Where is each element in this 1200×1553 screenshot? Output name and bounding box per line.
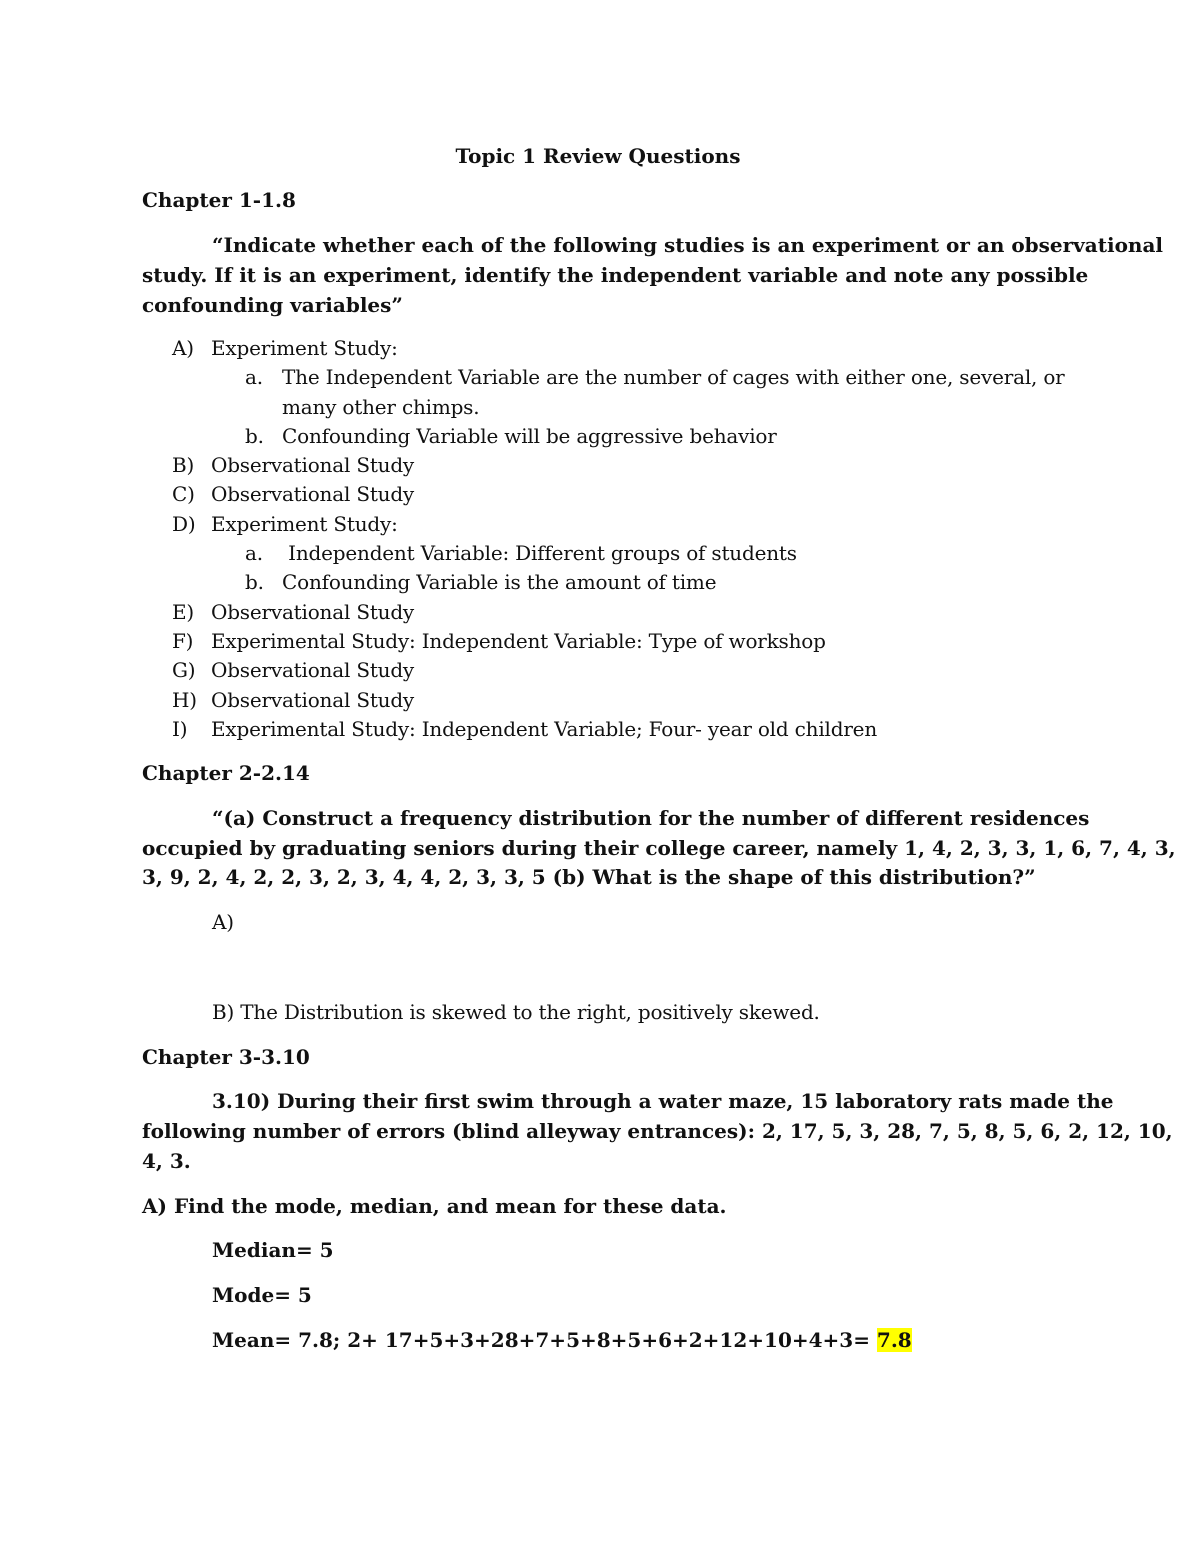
list-item: A) Experiment Study: (172, 336, 398, 360)
chapter-1-heading: Chapter 1-1.8 (142, 188, 296, 212)
list-item: B) Observational Study (172, 453, 415, 478)
mode-answer: Mode= 5 (212, 1283, 312, 1307)
chapter-3-heading: Chapter 3-3.10 (142, 1045, 310, 1069)
mean-calculation: Mean= 7.8; 2+ 17+5+3+28+7+5+8+5+6+2+12+10+4+3= (212, 1328, 877, 1352)
chapter-3-prompt-line-2: following number of errors (blind alleyway entrances): 2, 17, 5, 3, 28, 7, 5, 8, 5, 6, 2, 12, 10, (142, 1119, 1173, 1143)
chapter-1-answer-list (172, 334, 1065, 744)
list-item: H) Observational Study (172, 687, 415, 712)
chapter-2-answer-a: A) (212, 910, 234, 934)
median-answer: Median= 5 (212, 1238, 334, 1262)
list-item: a. The Independent Variable are the number of cages with either one, several, or (245, 365, 1065, 390)
chapter-3-prompt-line-1: 3.10) During their first swim through a water maze, 15 laboratory rats made the (212, 1089, 1114, 1113)
chapter-3-prompt-line-3: 4, 3. (142, 1149, 191, 1173)
list-item: F) Experimental Study: Independent Variable: Type of workshop (172, 628, 826, 653)
list-item: many other chimps. (282, 394, 480, 419)
list-item: I) Experimental Study: Independent Variable; Four- year old children (172, 716, 877, 741)
chapter-1-prompt-line-1: “Indicate whether each of the following studies is an experiment or an observational (212, 233, 1164, 257)
list-item: D) Experiment Study: (172, 511, 398, 536)
list-item: b. Confounding Variable will be aggressive behavior (245, 423, 777, 448)
chapter-2-prompt-line-1: “(a) Construct a frequency distribution for the number of different residences (212, 806, 1090, 830)
list-item: a. Independent Variable: Different groups of students (245, 541, 797, 566)
list-item: C) Observational Study (172, 482, 415, 507)
chapter-2-answer-b: B) The Distribution is skewed to the right, positively skewed. (212, 1000, 820, 1024)
mean-result-highlight: 7.8 (876, 1328, 912, 1352)
chapter-2-prompt-line-2: occupied by graduating seniors during their college career, namely 1, 4, 2, 3, 3, 1, 6, 7, 4, 3, (142, 836, 1176, 860)
chapter-2-prompt-line-3: 3, 9, 2, 4, 2, 2, 3, 2, 3, 4, 4, 2, 3, 3, 5 (b) What is the shape of this distribution?” (142, 865, 1036, 889)
mean-answer (212, 1326, 912, 1355)
list-item: b. Confounding Variable is the amount of time (245, 570, 717, 595)
list-item: E) Observational Study (172, 599, 415, 624)
chapter-1-prompt-line-3: confounding variables” (142, 293, 403, 317)
list-item: G) Observational Study (172, 658, 415, 683)
chapter-1-prompt-line-2: study. If it is an experiment, identify the independent variable and note any possible (142, 263, 1089, 287)
chapter-2-heading: Chapter 2-2.14 (142, 761, 310, 785)
page-title: Topic 1 Review Questions (455, 144, 741, 168)
chapter-3-question-a: A) Find the mode, median, and mean for these data. (142, 1194, 727, 1218)
